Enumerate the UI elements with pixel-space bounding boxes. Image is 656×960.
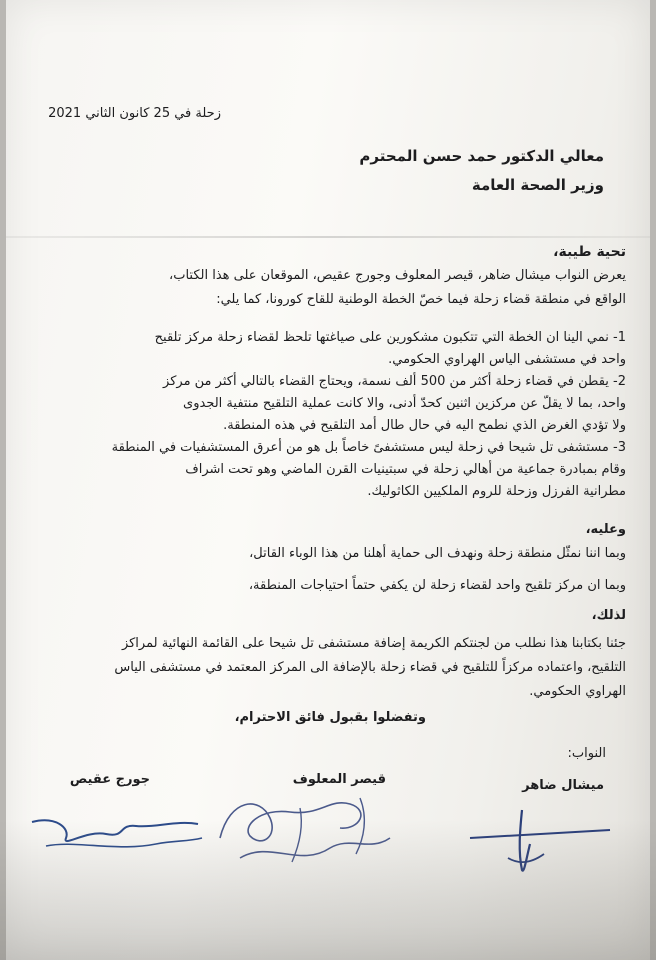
conclusion-line: التلقيح، واعتماده مركزاً للتلقيح في قضاء زحلة بالإضافة الى المركز المعتمد في مستشفى الياس <box>114 660 626 675</box>
point-line: واحد، بما لا يقلّ عن مركزين اثنين كحدّ أدنى، والا كانت عملية التلقيح منتفية الجدوى <box>183 396 626 411</box>
signature-3 <box>26 806 206 866</box>
letter-date: زحلة في 25 كانون الثاني 2021 <box>48 106 221 121</box>
conclusion-line: الهراوي الحكومي. <box>529 684 626 699</box>
conclusion-heading: لذلك، <box>591 608 626 623</box>
recipient-name: معالي الدكتور حمد حسن المحترم <box>359 147 604 165</box>
signatories-label: النواب: <box>567 746 606 761</box>
greeting: تحية طيبة، <box>553 244 626 260</box>
point-line: 2- يقطن في قضاء زحلة أكثر من 500 ألف نسمة، ويحتاج القضاء بالتالي أكثر من مركز <box>163 374 626 389</box>
intro-line: الواقع في منطقة قضاء زحلة فيما خصّ الخطة الوطنية للقاح كورونا، كما يلي: <box>216 292 626 307</box>
signature-2 <box>200 778 410 878</box>
point-line: 1- نمي الينا ان الخطة التي تتكبون مشكورين على صياغتها تلحظ لقضاء زحلة مركز تلقيح <box>154 330 626 345</box>
therefore-line: وبما اننا نمثّل منطقة زحلة ونهدف الى حماية أهلنا من هذا الوباء القاتل، <box>249 546 626 561</box>
point-line: 3- مستشفى تل شيحا في زحلة ليس مستشفىً خاصاً بل هو من أعرق المستشفيات في المنطقة <box>111 440 626 455</box>
point-line: واحد في مستشفى الياس الهراوي الحكومي. <box>388 352 626 367</box>
closing-salutation: وتفضلوا بقبول فائق الاحترام، <box>234 710 426 725</box>
conclusion-line: جئنا بكتابنا هذا نطلب من لجنتكم الكريمة إضافة مستشفى تل شيحا على القائمة النهائية لمراكز <box>121 636 626 651</box>
signatory-name-1: ميشال ضاهر <box>522 778 604 793</box>
signature-1 <box>460 800 630 880</box>
signatory-name-3: جورج عقيص <box>69 772 150 787</box>
intro-line: يعرض النواب ميشال ضاهر، قيصر المعلوف وجورج عقيص، الموقعان على هذا الكتاب، <box>169 268 626 283</box>
therefore-heading: وعليه، <box>585 522 626 537</box>
point-line: وقام بمبادرة جماعية من أهالي زحلة في سبتينيات القرن الماضي وهو تحت اشراف <box>185 462 626 477</box>
point-line: ولا تؤدي الغرض الذي نطمح اليه في حال طال أمد التلقيح في هذه المنطقة. <box>223 418 626 433</box>
signatory-name-2: قيصر المعلوف <box>292 772 386 787</box>
therefore-line: وبما ان مركز تلقيح واحد لقضاء زحلة لن يكفي حتماً احتياجات المنطقة، <box>248 578 626 593</box>
point-line: مطرانية الفرزل وزحلة للروم الملكيين الكاثوليك. <box>367 484 626 499</box>
recipient-title: وزير الصحة العامة <box>471 176 604 194</box>
paper-fold <box>6 236 650 238</box>
